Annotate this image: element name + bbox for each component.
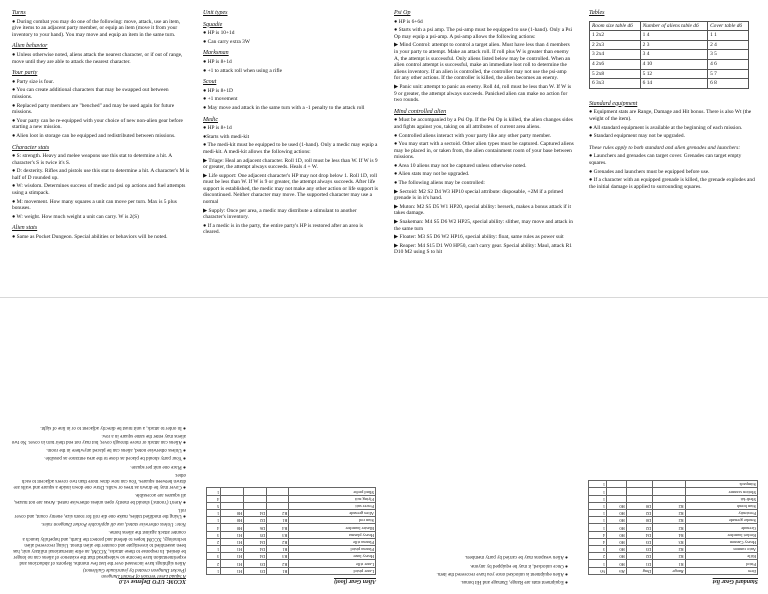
mind-control-item: ▶ Sectoid: M2 S2 D4 W3 HP10 special attribute: disposable, +2M if a primed grenade is in it's hand. [394,188,564,202]
gear-cell: Stimpack [685,481,757,488]
gear-row [207,531,376,538]
gear-cell: 1 [589,502,607,509]
turns-text: ● During combat you may do one of the following: move, attack, use an item, give items to an adjacent party member, or equip an item (move it from your inventory to your hand). You may move and equip an item in the same turn. [12,18,181,38]
gear-cell: R2 [267,509,289,516]
squadie-item: ● Can carry extra 3W [203,38,250,45]
gear-cell: Rocket launcher [685,531,757,538]
column-psi-op [394,10,574,258]
gear-cell: 1 [207,545,221,552]
gear-cell: H1 [221,567,244,574]
gear-cell: Plasma pistol [289,545,376,552]
medic-item: ● The medi-kit must be equipped to be used (1-hand). Only a medic may equip a medi-kit. A medi-kit allows the following actions: [203,142,378,155]
gear-cell: Alien grenade [289,509,376,516]
bottom-col-alien-gear [196,487,376,584]
equipment-item: ● Equipment stats are Range, Damage and Hit bonus. There is also Wt (the weight of the item). [589,109,752,122]
gear-cell: D2 [626,524,652,531]
gear-cell: Heavy Cannon [685,538,757,545]
gear-row [207,517,376,524]
intro-paragraph: ● Place one unit per square. [130,463,186,469]
medic-item: ● HP is 8+1d [203,125,232,132]
gear-cell: H0 [607,545,627,552]
gear-cell: H0 [607,553,627,560]
gear-cell: Flying suit [289,495,376,502]
gear-cell: Smoke grenade [685,517,757,524]
intro-paragraph: ● Your party should be placed as close to the area entrance as possible. [44,455,186,461]
gear-cell [267,488,289,495]
gear-header: Range [653,567,686,574]
gear-cell: D3 [244,560,267,567]
standard-gear-table [588,480,758,575]
standard-gear-title: Standard Gear list [712,578,758,584]
gear-header: Dmg [626,567,652,574]
table-cell: 6 8 [708,79,749,89]
gear-cell: Heavy laser [289,553,376,560]
gear-cell: 2 [589,553,607,560]
scout-heading: Scout [203,79,217,86]
gear-cell: Laser rifle [289,560,376,567]
gear-cell: D4 [244,545,267,552]
gear-cell: R2 [653,517,686,524]
gear-cell: 1 [207,488,221,495]
gear-cell: R1 [653,560,686,567]
gear-cell: R3 [267,531,289,538]
gear-cell: 1 [207,509,221,516]
table-header: Cover table d6 [708,21,749,31]
gear-cell: H1 [221,560,244,567]
gear-cell: H0 [607,531,627,538]
gear-cell: 3 [589,545,607,552]
gear-cell: Auto cannon [685,545,757,552]
psi-op-heading: Psi Op [394,10,411,16]
stat-item: ● W: weight. How much weight a unit can carry. W is 2(S) [12,213,139,220]
equipment-item: ● Standard equipment may not be upgraded. [589,133,685,140]
stat-item: ● D: dexterity. Rifles and pistols use this stat to determine a hit. A character's M is half of D rounded up. [12,168,190,181]
gear-header: Wt [589,567,607,574]
gear-cell: D3 [626,545,652,552]
gear-row [207,567,376,574]
mind-control-item: ▶ Muton: M2 S5 D5 W1 HP20, special ability: berserk, makes a bonus attack if it takes damage. [394,203,571,217]
your-party-heading: Your party [12,70,38,77]
medic-item: ▶ Life support: One adjacent character's HP may not drop below 1. Roll 1D, roll must be less than W. If W is 9 or greater, the attempt always succeeds. After life support is established, the medic may not make any other action or life support is discontinued. Neither character may move. The supported character may use a normal [203,172,379,206]
gear-row [207,509,376,516]
gear-cell [653,481,686,488]
table-cell: 6 3x3 [590,79,641,89]
gear-cell: 1 [589,560,607,567]
gear-row [589,531,758,538]
gear-cell: D3 [244,567,267,574]
gear-cell: Blaster launcher [289,524,376,531]
gear-cell: R1 [267,545,289,552]
gear-cell: D4 [244,553,267,560]
gear-cell: R4 [653,531,686,538]
psi-op-item: ● HP is 6+6d [394,18,423,25]
gear-cell: R4 [267,524,289,531]
gear-cell: 1 [589,488,607,495]
gear-cell: 5 [207,502,221,509]
alien-stats-text: ● Same as Pocket Dungeon. Special abilities or behaviors will be noted. [12,234,168,241]
equipment-note: ● Alien equipment is unlocked once you have recovered the item. [436,570,568,576]
table-row [590,79,749,89]
gear-row [207,553,376,560]
stat-item: ● S: strength. Heavy and melee weapons use this stat to determine a hit. A character's S is twice it's S. [12,153,172,166]
gear-row [589,517,758,524]
gear-cell: H0 [607,538,627,545]
equipment-note: ● Alien weapons may be carried by party members. [464,554,568,560]
table-cell: 1 2x2 [590,31,641,41]
alien-gear-table [206,487,376,574]
intro-paragraph: ● Aliens can attack or move through cover, but may not end their turn in cover. No two aliens may enter the same square in a row. [11,432,186,444]
gear-cell: Power suit [289,502,376,509]
scout-item: ● +1 movement [203,96,238,103]
table-cell: 5 2x8 [590,69,641,79]
party-item: ● Your party can be re-equipped with your choice of new non-alien gear before starting a new mission. [12,117,183,131]
gear-cell [607,488,627,495]
gear-cell [244,488,267,495]
intro-paragraph: ● In order to attack, a unit must be directly adjacent to or in line of sight. [40,424,186,430]
game-credit: (Pocket Dungeon created by jeanclaude Guillemot) [83,566,186,572]
gear-cell: R2 [267,560,289,567]
gear-cell: R2 [653,502,686,509]
table-cell: 1 4 [640,31,707,41]
bottom-col-equipment-notes [388,551,568,584]
gear-cell [653,495,686,502]
mind-control-item: ● Alien stats may not be upgraded. [394,171,470,178]
gear-cell: Grenade [685,524,757,531]
mind-control-item: ● You may start with a sectoid. Other alien types must be captured. Captured aliens may be placed in, or taken from, the alien containment room of your base between missions. [394,141,574,161]
table-cell: 2 4 [708,40,749,50]
gear-cell: D0 [626,502,652,509]
table-header-row [590,21,749,31]
table-cell: 6 14 [640,79,707,89]
party-item: ● Replaced party members are "benched" and may be used again for future missions. [12,102,175,116]
gear-row [207,495,376,502]
intro-paragraph: ● Cover may be drawn as trees or walls. Draw one down inside a square and walls are drawn between squares. You can now draw more than two covers adjacent to each other. [13,471,186,490]
grenade-item: ● Grenades and launchers must be equipped before use. [589,168,710,175]
gear-cell: H0 [607,509,627,516]
gear-cell: D2 [626,553,652,560]
gear-cell: 4 [589,531,607,538]
column-rules [12,10,190,243]
table-cell: 3 5 [708,50,749,60]
gear-cell: Motion scanner [685,488,757,495]
squadie-heading: Squadie [203,21,223,28]
gear-cell: H0 [221,524,244,531]
table-cell: 5 7 [708,69,749,79]
gear-cell: Pistol [685,560,757,567]
gear-row [207,560,376,567]
medic-item: ● If a medic is in the party, the entire party's HP is restored after an area is cleared. [203,222,363,236]
gear-cell: R2 [267,538,289,545]
gear-cell: D0 [626,517,652,524]
intro-paragraph: Note: Unless otherwise stated, use all applicable Pocket Dungeon rules. [41,521,186,527]
table-cell: 3 2x4 [590,50,641,60]
mind-control-item: ▶ Floater: M3 S5 D6 W2 HP16, special ability: float, same rules as power suit [394,234,564,241]
gear-cell: 3 [207,531,221,538]
table-cell: 4 10 [640,59,707,69]
gear-cell: D1 [626,560,652,567]
stat-item: ● M: movement. How many squares a unit can move per turn. Max is 5 plus bonuses. [12,198,177,212]
gear-cell [626,495,652,502]
gear-cell: H1 [221,538,244,545]
gear-cell: 4 [207,524,221,531]
gear-row [589,538,758,545]
gear-cell: R2 [653,553,686,560]
gear-row [589,502,758,509]
gear-cell: 1 [589,495,607,502]
mind-control-item: ▶ Reaper: M4 S15 D1 W0 HP50, can't carry gear. Special ability: Maul, attack R1 D10 M2 using S to hit [394,242,572,256]
table-cell: 2 3 [640,40,707,50]
table-row [590,59,749,69]
medic-heading: Medic [203,116,218,123]
grenade-item: ● If a character with an equipped grenade is killed, the grenade explodes and the initial damage is applied to surrounding squares. [589,177,755,190]
gear-cell: 4 [207,495,221,502]
gear-row [589,481,758,488]
gear-row [589,488,758,495]
gear-cell: H1 [221,553,244,560]
gear-row [207,538,376,545]
scout-item: ● May move and attack in the same turn with a -1 penalty to the attack roll [203,104,365,111]
gear-row [207,545,376,552]
bottom-col-gear [580,480,758,584]
gear-cell [267,495,289,502]
stat-item: ● W: wisdom. Determines success of medic and psi op actions and fuel attempts using a stimpack. [12,183,186,197]
gear-cell [244,502,267,509]
gear-cell: R2 [653,545,686,552]
fold-line [0,297,768,298]
equipment-note: ● Once unlocked, it may be equipped by anyone. [469,562,568,568]
table-cell: 2 2x3 [590,40,641,50]
alien-behavior-text: ● Unless otherwise noted, aliens attack the nearest character, or if out of range, move until they are able to attack the nearest character. [12,51,183,65]
table-cell: 4 6 [708,59,749,69]
gear-cell: H0 [607,517,627,524]
intro-paragraph: ● Aren't ('rooms') should be mostly open unless otherwise noted. Areas are not mazes, all squares are accessible. [13,492,186,504]
gear-row [207,502,376,509]
gear-cell [221,495,244,502]
gear-cell: H0 [607,502,627,509]
mind-controlled-heading: Mind controlled alien [394,108,447,115]
gear-cell: R2 [653,509,686,516]
gear-cell: 3 [207,553,221,560]
mind-control-item: ▶ Snakeman: M4 S5 D6 W2 HP25, special ability: slither, may move and attack in the same turn [394,219,573,232]
gear-cell: Plasma rifle [289,538,376,545]
gear-cell: Stun rod [289,517,376,524]
gear-cell: D3 [626,538,652,545]
scout-item: ● HP is 8+1D [203,87,233,94]
gear-cell [626,488,652,495]
gear-cell: Proximity [685,509,757,516]
gear-cell: D4 [626,531,652,538]
gear-cell [607,481,627,488]
gear-cell [221,488,244,495]
table-row [590,31,749,41]
medic-item: ▶ Triage: Heal an adjacent character. Roll 1D, roll must be less than W. If W is 9 or greater, the attempt always succeeds. Heals 4 + W. [203,157,378,171]
table-cell: 3 4 [640,50,707,60]
table-header: Room size table d6 [590,21,641,31]
gear-cell: D4 [244,538,267,545]
gear-header: Hit [607,567,627,574]
gear-cell: H0 [607,560,627,567]
tables-heading: Tables [589,10,605,16]
table-row [590,50,749,60]
medic-item: ▶ Supply: Once per area, a medic may distribute a stimulant to another character's inventory. [203,207,357,221]
gear-cell: H1 [221,545,244,552]
gear-cell: 1 [207,567,221,574]
gear-cell: 1 [207,517,221,524]
gear-cell: H0 [221,517,244,524]
table-cell: 5 12 [640,69,707,79]
gear-cell: D2 [244,517,267,524]
gear-cell: R2 [653,524,686,531]
table-row [590,40,749,50]
unit-types-title: Unit types [203,10,228,16]
intro-paragraph: ● Using the modified tables, make one die roll for room size, enemy count, and cover roll. [14,506,186,518]
gear-header: Item [685,567,757,574]
column-unit-types [203,10,379,238]
intro-paragraph: ● Unless otherwise noted, aliens can be placed anywhere in the room. [46,447,186,453]
gear-cell: 4 [589,538,607,545]
gear-cell: D2 [626,509,652,516]
game-subtitle: A Squad Level Version of Pocket Dungeon [101,572,186,578]
table-cell: 4 2x6 [590,59,641,69]
gear-row [207,488,376,495]
gear-cell: D5 [244,531,267,538]
gear-cell [626,481,652,488]
gear-cell: 1 [589,517,607,524]
gear-row [589,560,758,567]
gear-cell: R3 [653,538,686,545]
gear-cell: Stun bomb [685,502,757,509]
mind-control-item: ● The following aliens may be controlled: [394,180,485,187]
party-item: ● You can create additional characters that may be swapped out between missions. [12,87,169,100]
mind-control-item: ● Must be accompanied by a Psi Op. If the Psi Op is killed, the alien changes sides and fights against you, taking on all attributes of current area aliens. [394,117,573,130]
table-cell: 1 1 [708,31,749,41]
mind-control-item: ● Controlled aliens interact with your party like any other party member. [394,132,552,139]
alien-gear-title: Alien Gear (loot) [334,578,376,584]
gear-cell: 1 [589,509,607,516]
gear-cell: Medi-kit [685,495,757,502]
gear-cell: Laser pistol [289,567,376,574]
medic-item: ●Starts with medi-kit [203,133,250,140]
psi-op-item: ▶ Mind Control: attempt to control a target alien. Must have less than 4 members in your party to attempt. Make an attack roll. If roll plus W is greater than enemy A, the attempt is successful. Only aliens listed below may be controlled. When an alien control attempt is successful, make an immediate loot roll to determine the aliens inventory. If an alien is controlled, the controller may not use the psi-amp for any other actions. If the controller is killed, the alien becomes an enemy. [394,42,571,82]
character-stats-heading: Character stats [12,144,50,151]
gear-cell [244,495,267,502]
marksman-item: ● HP is 8+1d [203,58,232,65]
marksman-heading: Marksman [203,50,229,57]
marksman-item: ● +1 to attack roll when using a rifle [203,67,283,74]
gear-cell: 1 [589,524,607,531]
column-tables [589,10,759,192]
gear-row [589,524,758,531]
gear-cell: Mind probe [289,488,376,495]
psi-op-item: ● Starts with a psi amp. The psi-amp must be equipped to use (1-hand). Only a Psi Op may equip a psi-amp. A psi-amp allows the following actions: [394,27,573,40]
gear-row [589,553,758,560]
gear-cell [653,488,686,495]
gear-row [589,495,758,502]
gear-cell [267,502,289,509]
equipment-note: ● Equipment stats are Range, Damage and Hit bonus. [460,579,568,584]
dice-tables [589,21,749,89]
gear-row [589,509,758,516]
gear-cell: H1 [221,531,244,538]
gear-row [589,545,758,552]
turns-heading: Turns [12,10,26,16]
gear-cell: Rifle [685,553,757,560]
psi-op-item: ▶ Panic unit: attempt to panic an enemy. Roll 4d, roll must be less than W. If W is 9 or greater, the attempt always succeeds. Panicked alien can make no action for two rounds. [394,83,572,104]
upside-down-half [0,300,768,590]
grenade-rules-heading: These rules apply to both standard and alien grenades and launchers: [589,144,741,151]
mind-control-item: ● Area 10 aliens may not be captured unless otherwise noted. [394,162,527,169]
gear-cell: 2 [207,538,221,545]
squadie-item: ● HP is 10+1d [203,30,235,37]
intro-paragraph: Alien sightings have increased over the last few months. Reports of abductions and experimentation have become so widespread that the existence of aliens can no longer be denied. In response to these attacks, XCOM, an elite international military unit, has been assembled to investigate and counter the alien threat. Using recovered alien technology, XCOM hopes to defend and protect the Earth, and hopefully launch a counter attack against the aliens home. [13,529,186,566]
gear-cell: R3 [267,553,289,560]
grenade-item: ● Launchers and grenades can target cover. Grenades can target empty squares. [589,153,742,166]
party-item: ● Party size is four. [12,78,55,85]
gear-cell [607,495,627,502]
bottom-col-intro [10,421,186,584]
gear-cell: H0 [607,524,627,531]
game-title: XCOM: UFO Defense v1.0 [119,578,186,584]
alien-behavior-heading: Alien behavior [12,43,48,50]
gear-header-row [589,567,758,574]
gear-cell: R1 [267,517,289,524]
table-row [590,69,749,79]
gear-cell: D6 [244,524,267,531]
gear-cell: 2 [207,560,221,567]
gear-cell: 1 [589,481,607,488]
equipment-item: ● All standard equipment is available at the beginning of each mission. [589,124,743,131]
gear-cell: Heavy plasma [289,531,376,538]
gear-row [207,524,376,531]
gear-cell: D4 [244,509,267,516]
gear-cell: R1 [267,567,289,574]
alien-stats-heading: Alien stats [12,225,38,232]
standard-equipment-heading: Standard equipment [589,100,638,107]
gear-cell [221,502,244,509]
gear-cell: H0 [221,509,244,516]
table-header: Number of aliens table d6 [640,21,707,31]
party-item: ● Alien loot in storage can be equipped and redistributed between missions. [12,132,176,139]
